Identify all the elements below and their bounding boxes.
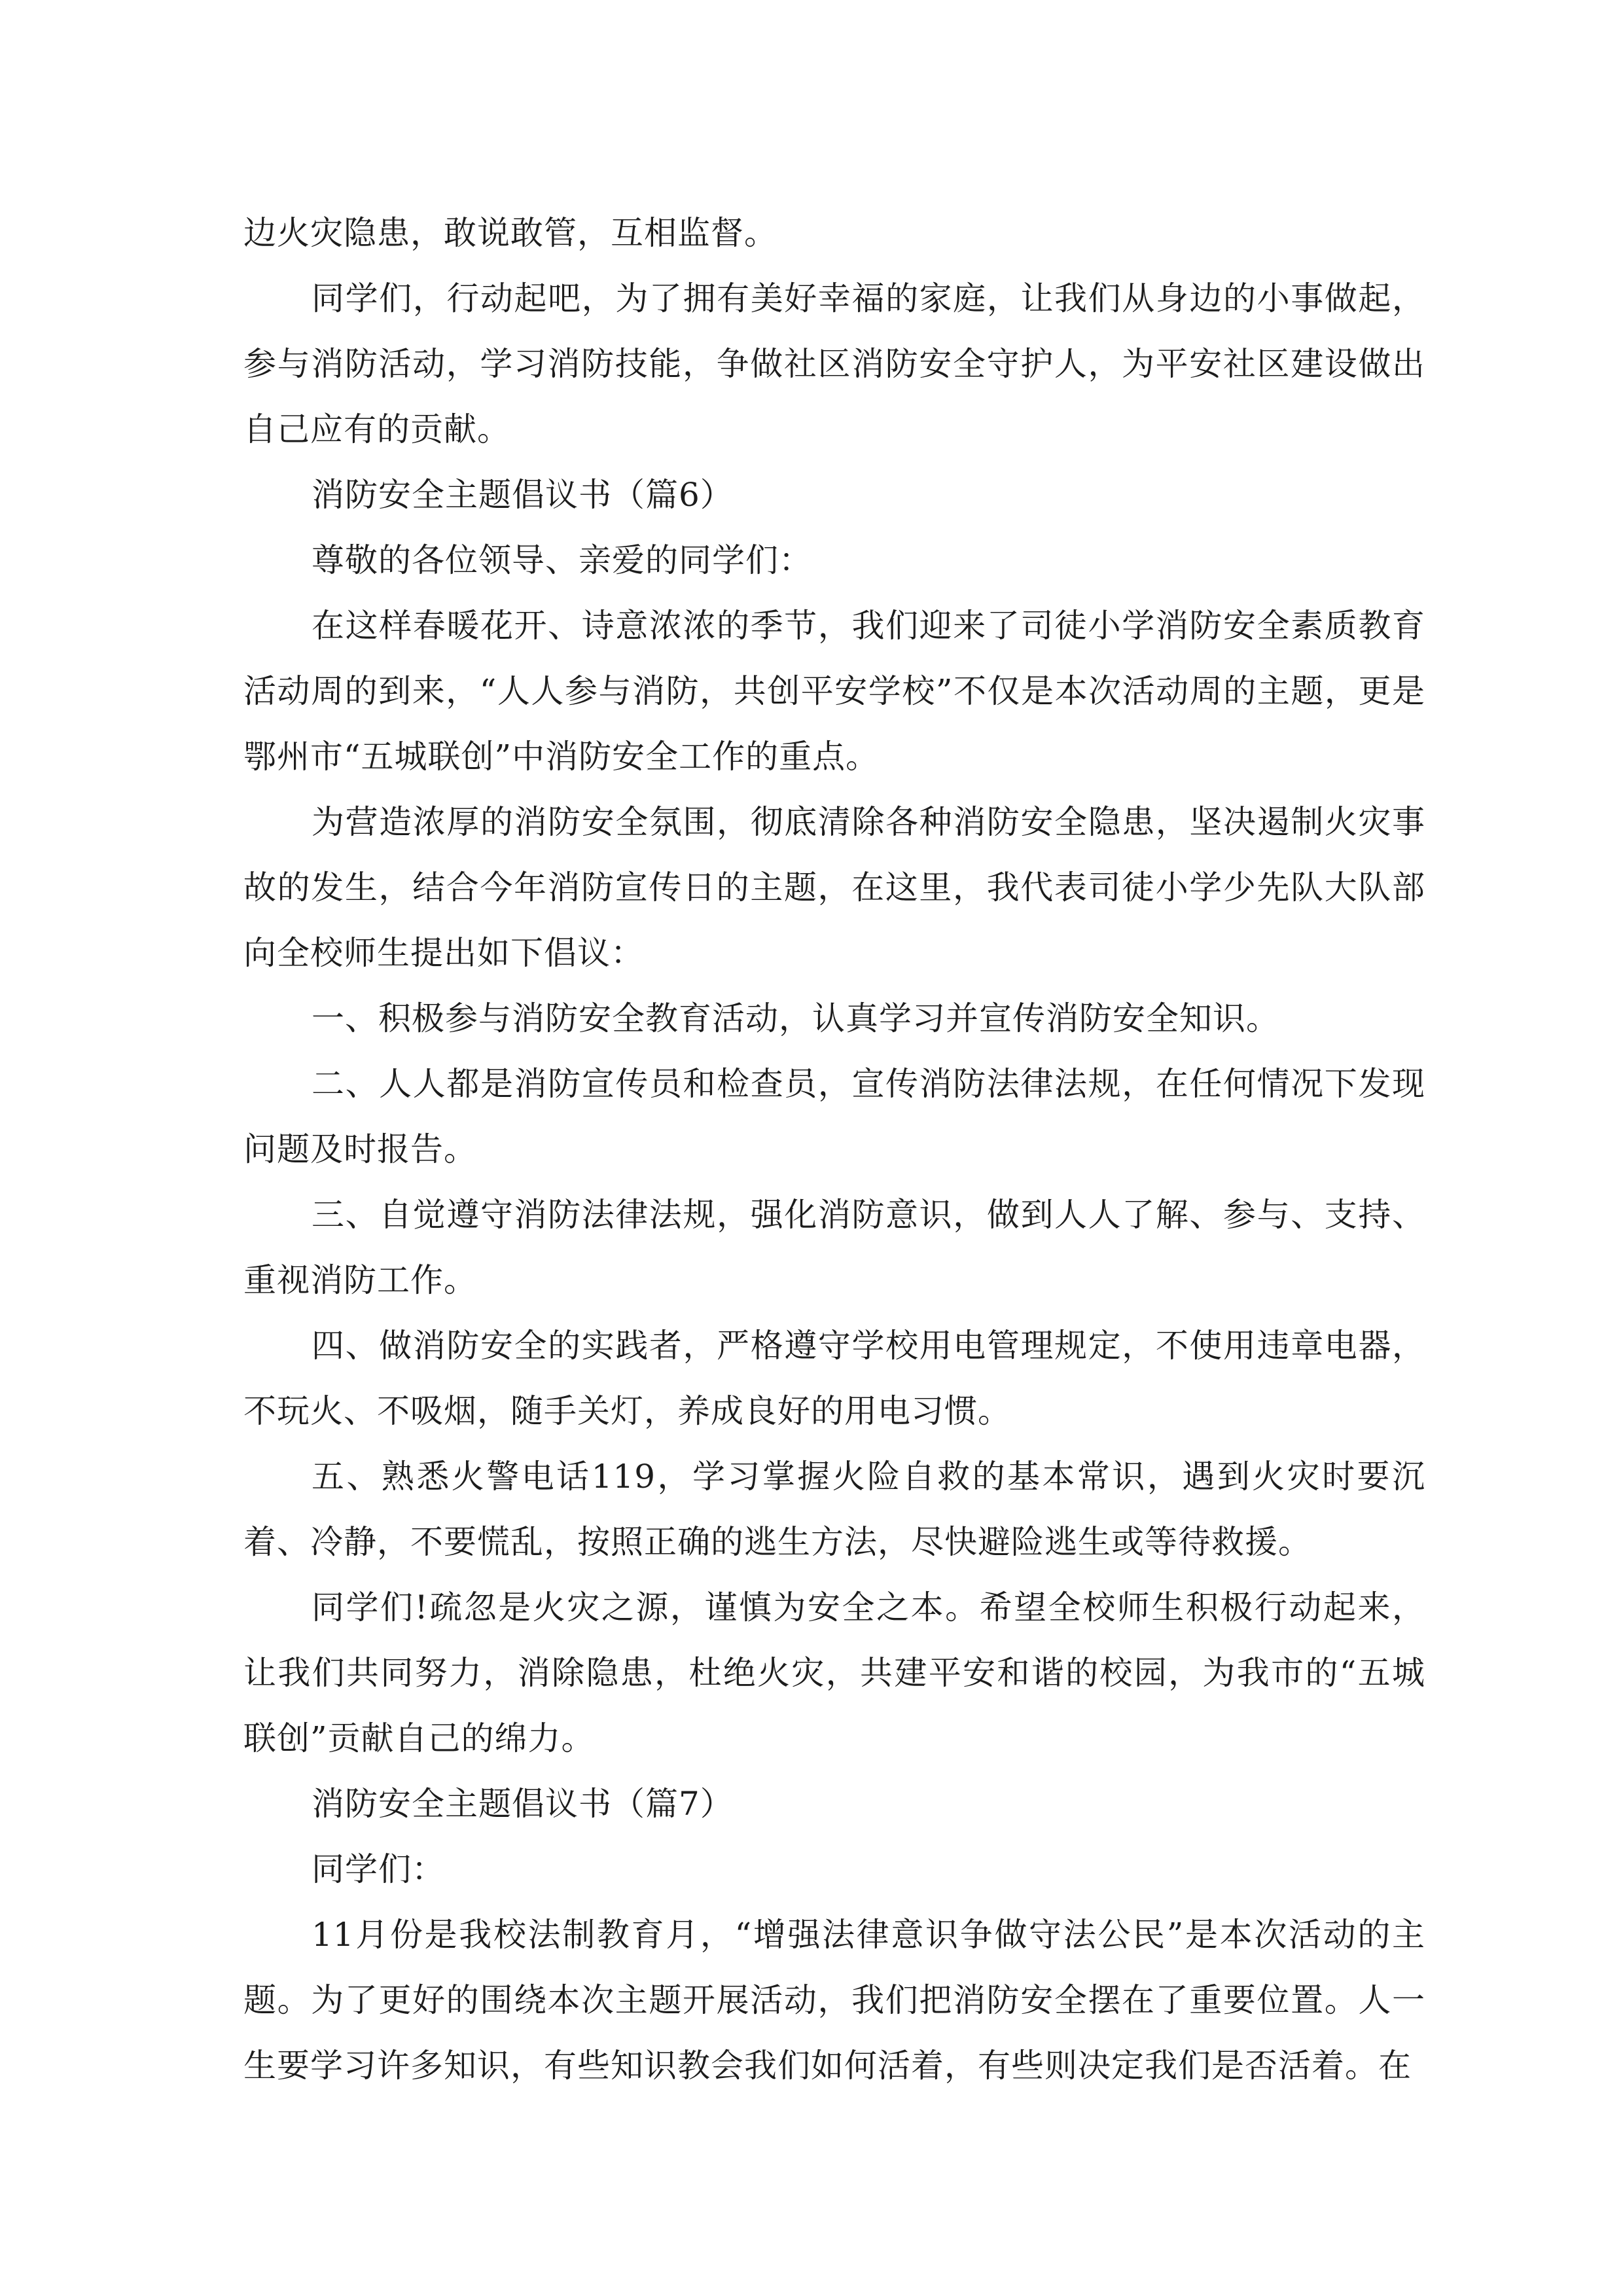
paragraph: 四、做消防安全的实践者，严格遵守学校用电管理规定，不使用违章电器，不玩火、不吸烟，随手关灯，养成良好的用电习惯。 [243, 1327, 1425, 1430]
document-body [243, 200, 1425, 2098]
paragraph: 消防安全主题倡议书（篇6） [312, 476, 734, 514]
paragraph: 三、自觉遵守消防法律法规，强化消防意识，做到人人了解、参与、支持、重视消防工作。 [243, 1196, 1425, 1299]
paragraph: 为营造浓厚的消防安全氛围，彻底清除各种消防安全隐患，坚决遏制火灾事故的发生，结合今年消防宣传日的主题，在这里，我代表司徒小学少先队大队部向全校师生提出如下倡议： [243, 803, 1425, 972]
paragraph: 五、熟悉火警电话119，学习掌握火险自救的基本常识，遇到火灾时要沉着、冷静，不要慌乱，按照正确的逃生方法，尽快避险逃生或等待救援。 [243, 1458, 1425, 1561]
paragraph: 同学们，行动起吧，为了拥有美好幸福的家庭，让我们从身边的小事做起，参与消防活动，学习消防技能，争做社区消防安全守护人，为平安社区建设做出自己应有的贡献。 [243, 279, 1425, 448]
paragraph: 同学们： [312, 1850, 445, 1888]
paragraph: 二、人人都是消防宣传员和检查员，宣传消防法律法规，在任何情况下发现问题及时报告。 [243, 1065, 1425, 1168]
paragraph: 11月份是我校法制教育月，“增强法律意识争做守法公民”是本次活动的主题。为了更好的围绕本次主题开展活动，我们把消防安全摆在了重要位置。人一生要学习许多知识，有些知识教会我们如何活着，有些则决定我们是否活着。在 [243, 1916, 1425, 2085]
paragraph: 在这样春暖花开、诗意浓浓的季节，我们迎来了司徒小学消防安全素质教育活动周的到来，“人人参与消防，共创平安学校”不仅是本次活动周的主题，更是鄂州市“五城联创”中消防安全工作的重点。 [243, 607, 1425, 776]
paragraph: 一、积极参与消防安全教育活动，认真学习并宣传消防安全知识。 [312, 999, 1279, 1037]
paragraph: 边火灾隐患，敢说敢管，互相监督。 [243, 214, 777, 252]
paragraph: 消防安全主题倡议书（篇7） [312, 1785, 734, 1823]
paragraph: 同学们!疏忽是火灾之源，谨慎为安全之本。希望全校师生积极行动起来，让我们共同努力，消除隐患，杜绝火灾，共建平安和谐的校园，为我市的“五城联创”贡献自己的绵力。 [243, 1588, 1425, 1757]
paragraph: 尊敬的各位领导、亲爱的同学们： [312, 541, 812, 579]
